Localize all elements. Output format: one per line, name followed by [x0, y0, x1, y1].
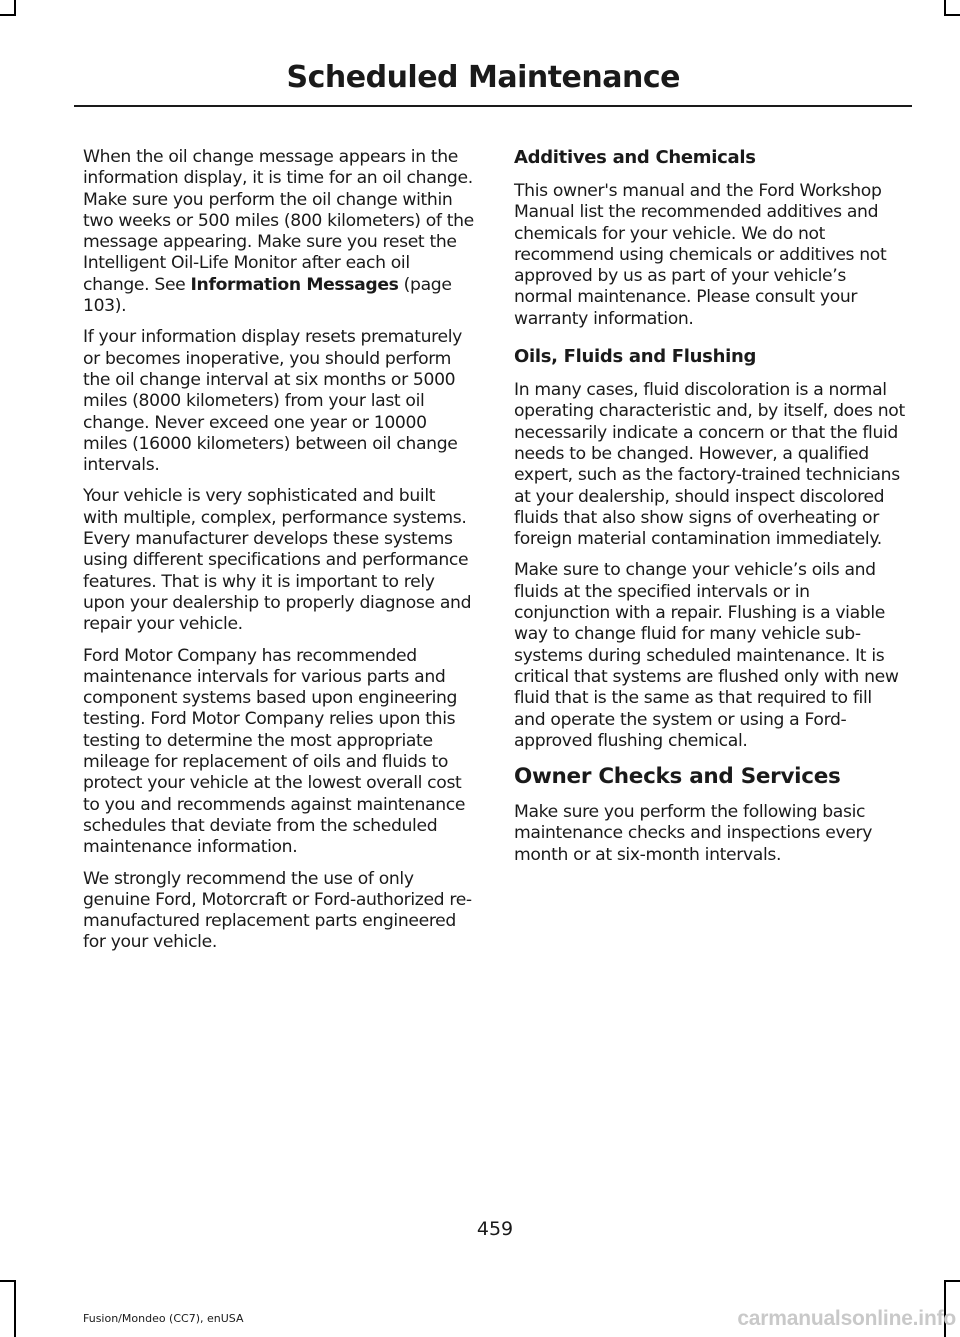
- oil-change-message-paragraph: [83, 147, 475, 317]
- display-reset-paragraph: If your information display resets prematurely or becomes inoperative, you should perform the oil change interval at six months or 5000 miles (8000 kilometers) from your last oil change. Never exceed one year or 10000 miles (16000 kilometers) between oil change intervals.: [83, 327, 462, 476]
- crop-mark-top-right-h: [944, 14, 960, 16]
- owner-checks-heading: Owner Checks and Services: [514, 764, 841, 790]
- crop-mark-bottom-left: [14, 1280, 16, 1337]
- footer-model-label: Fusion/Mondeo (CC7), enUSA: [83, 1312, 244, 1325]
- page-title: Scheduled Maintenance: [286, 60, 680, 95]
- sophisticated-vehicle-paragraph: Your vehicle is very sophisticated and built with multiple, complex, performance systems. Every manufacturer develops these systems using different specifications and performance features. That is why it is important to rely upon your dealership to properly diagnose and repair your vehicle.: [83, 486, 472, 635]
- header-divider: [74, 105, 912, 107]
- crop-mark-top-left-h: [0, 14, 16, 16]
- oil-change-message-text: When the oil change message appears in the information display, it is time for an oil change. Make sure you perform the oil change within two weeks or 500 miles (800 kilometers) of the message appearing. Make sure you reset the Intelligent Oil-Life Monitor after each oil change. See: [83, 147, 474, 295]
- crop-mark-bottom-right-h: [944, 1280, 960, 1282]
- fluid-discoloration-paragraph: In many cases, fluid discoloration is a normal operating characteristic and, by itself, does not necessarily indicate a concern or that the fluid needs to be changed. However, a qualified expert, such as the factory-trained technicians at your dealership, should inspect discolored fluids that also show signs of overheating or foreign material contamination immediately.: [514, 380, 905, 550]
- information-messages-link[interactable]: Information Messages: [190, 274, 399, 295]
- owner-checks-paragraph: Make sure you perform the following basic maintenance checks and inspections every month or at six-month intervals.: [514, 802, 873, 865]
- page-number: 459: [476, 1218, 514, 1240]
- oils-fluids-heading: Oils, Fluids and Flushing: [514, 346, 757, 368]
- right-column: [514, 147, 908, 876]
- watermark-logo: carmanualsonline.info: [737, 1307, 956, 1330]
- additives-paragraph: This owner's manual and the Ford Workshop Manual list the recommended additives and chemicals for your vehicle. We do not recommend using chemicals or additives not approved by us as part of your vehicle’s normal maintenance. Please consult your warranty information.: [514, 181, 887, 329]
- genuine-parts-paragraph: We strongly recommend the use of only genuine Ford, Motorcraft or Ford-authorized re-manufactured replacement parts engineered for your vehicle.: [83, 868, 472, 953]
- left-column: [83, 147, 475, 964]
- crop-mark-bottom-left-h: [0, 1280, 16, 1282]
- page-reference: (page 103).: [83, 274, 452, 317]
- additives-heading: Additives and Chemicals: [514, 147, 756, 168]
- maintenance-intervals-paragraph: Ford Motor Company has recommended maintenance intervals for various parts and component systems based upon engineering testing. Ford Motor Company relies upon this testing to determine the most appropriate mileage for replacement of oils and fluids to protect your vehicle at the lowest overall cost to you and recommends against maintenance schedules that deviate from the scheduled maintenance information.: [83, 645, 466, 858]
- flushing-paragraph: Make sure to change your vehicle’s oils and fluids at the specified intervals or in conjunction with a repair. Flushing is a viable way to change fluid for many vehicle sub-systems during scheduled maintenance. It is critical that systems are flushed only with new fluid that is the same as that required to fill and operate the system or using a Ford-approved flushing chemical.: [514, 560, 899, 751]
